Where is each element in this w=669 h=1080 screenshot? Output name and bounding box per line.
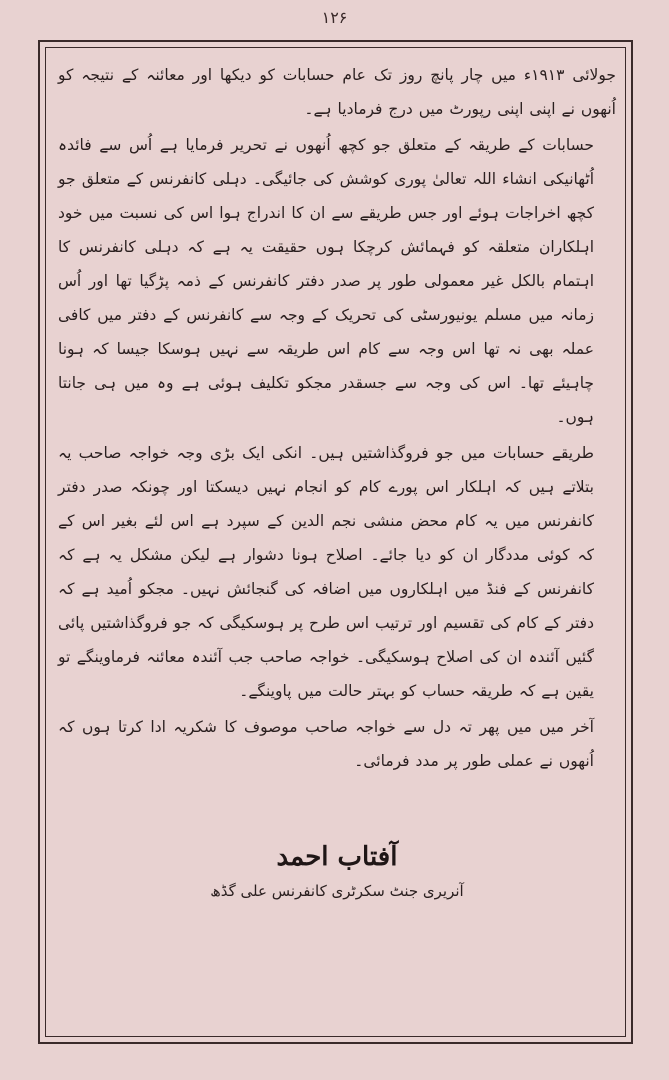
signature-title: آنریری جنٹ سکرٹری کانفرنس علی گڈھ <box>210 882 464 900</box>
signature-name: آفتاب احمد <box>276 842 398 872</box>
paragraph-2: حسابات کے طریقہ کے متعلق جو کچھ اُنھوں نے تحریر فرمایا ہے اُس سے فائدہ اُٹھانیکی انشاء اللہ تعالیٰ پوری کوشش کی جائیگی۔ دہلی کانفرنس کے متعلق جو کچھ اخراجات ہوئے اور جس طریقے سے ان کا اندراج ہوا اس کی نسبت میں خود اہلکاران متعلقہ کو فہمائش کرچکا ہوں حقیقت یہ ہے کہ دہلی کانفرنس کا اہتمام بالکل غیر معمولی طور پر صدر دفتر کانفرنس کے ذمہ پڑگیا تھا اور اُس زمانہ میں مسلم یونیورسٹی کی تحریک کے وجہ سے کانفرنس کے دفتر میں کافی عملہ بھی نہ تھا اس وجہ سے کام اس طریقہ سے نہیں ہوسکا جیسا کہ ہونا چاہیئے تھا۔ اس کی وجہ سے جسقدر مجکو تکلیف ہوئی ہے وہ میں ہی جانتا ہوں۔ <box>58 136 594 426</box>
paragraph-3: طریقے حسابات میں جو فروگذاشتیں ہیں۔ انکی ایک بڑی وجہ خواجہ صاحب یہ بتلاتے ہیں کہ اہلکار اس پورے کام کو انجام نہیں دیسکتا اور چونکہ صدر دفتر کانفرنس میں یہ کام محض منشی نجم الدین کے سپرد ہے اس لئے بغیر اس کے کہ کوئی مددگار ان کو دیا جائے۔ اصلاح ہونا دشوار ہے لیکن مشکل یہ ہے کہ کانفرنس کے فنڈ میں اہلکاروں میں اضافہ کی گنجائش نہیں۔ مجکو اُمید ہے کہ دفتر کے کام کی تقسیم اور ترتیب اس طرح پر ہوسکیگی کہ جو فروگذاشتیں پائی گئیں آئندہ ان کی اصلاح ہوسکیگی۔ خواجہ صاحب جب آئندہ معائنہ فرماوینگے تو یقین ہے کہ طریقہ حساب کو بہتر حالت میں پاوینگے۔ <box>58 444 594 700</box>
paragraph-1: جولائی ۱۹۱۳ء میں چار پانچ روز تک عام حسابات کو دیکھا اور معائنہ کے نتیجہ کو اُنھوں نے اپنی اپنی رپورٹ میں درج فرمادیا ہے۔ <box>58 66 616 118</box>
signature-block <box>58 842 616 900</box>
body-text <box>58 58 616 780</box>
page-number: ۱۲۶ <box>321 8 348 27</box>
paragraph-4: آخر میں میں پھر تہ دل سے خواجہ صاحب موصوف کا شکریہ ادا کرتا ہوں کہ اُنھوں نے عملی طور پر مدد فرمائی۔ <box>58 718 594 770</box>
